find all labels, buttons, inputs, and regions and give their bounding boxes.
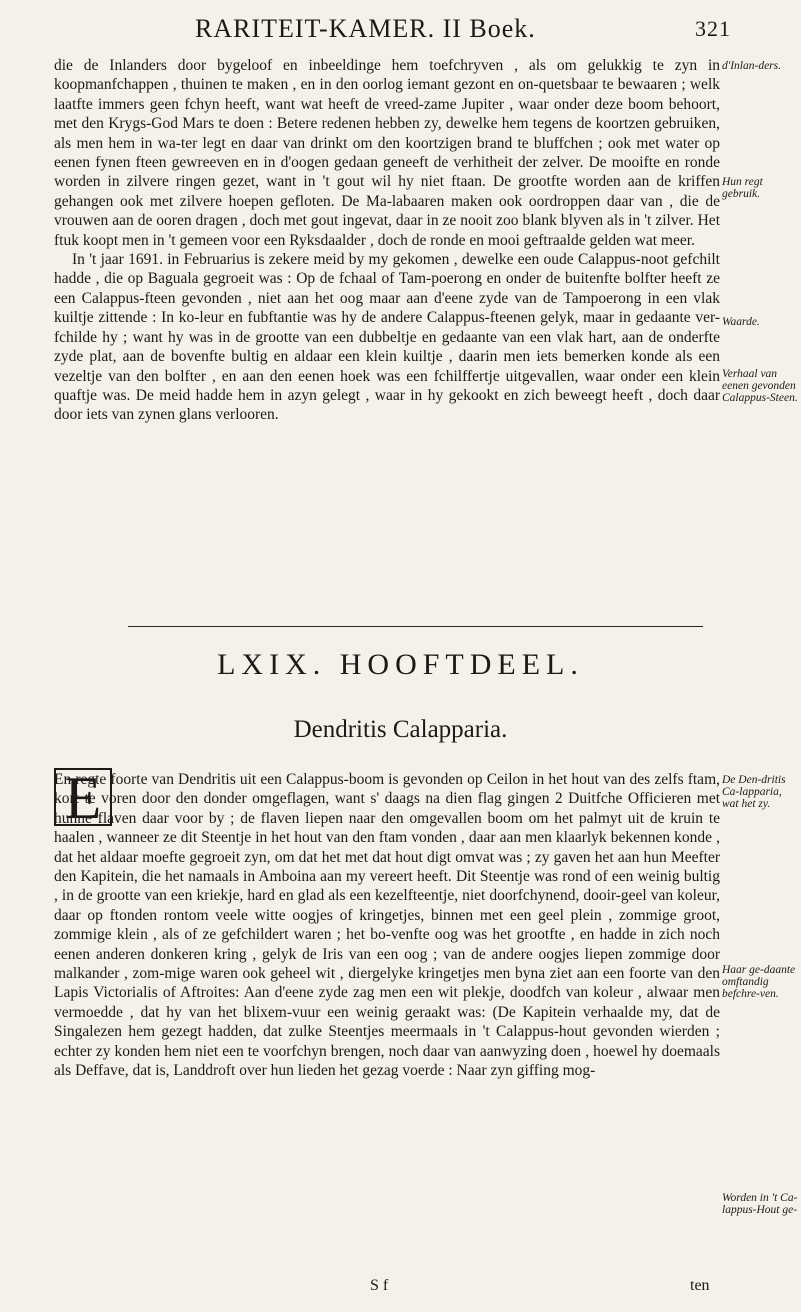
lower-text-block (54, 770, 720, 1081)
section-divider (128, 626, 703, 627)
margin-note: d'Inlan-ders. (722, 60, 781, 72)
paragraph: In 't jaar 1691. in Februarius is zekere meid by my gekomen , dewelke een oude Calappus-noot gefchilt hadde , die op Baguala gegroeit was : Op de fchaal of Tam-poerong en onder de buitenfte bolfter heeft ze een Calappus-fteen gevonden , niet aan het oog maar aan d'eene zyde van de Tampoerong in een vlak kuiltje zittende : In ko-leur en fubftantie was hy de andere Calappus-fteenen gelyk, maar in gedaante ver-fchilde hy ; want hy was in de grootte van een dubbeltje en gedaante van een vlak hart, aan de onderfte zyde plat, aan de bovenfte bultig en aldaar een klein kuiltje , daarin men iets bemerken konde als een vezeltje van den bolfter , en aan den eenen hoek was een fchilffertje uitgevallen, waar onder een klein quaftje was. De meid hadde hem in azyn gelegt , waar in hy gekookt en zich beweegt heeft , doch daar door iets van zynen glans verlooren. (54, 251, 720, 424)
running-title: RARITEIT-KAMER. II Boek. (195, 14, 536, 43)
paragraph: die de Inlanders door bygeloof en inbeeldinge hem toefchryven , als om gelukkig te zyn in koopmanfchappen , thuinen te maken , en in den oorlog iemant gezont en on-quetsbaar te bewaaren ; welk laatfte immers geen fchyn heeft, want wat heeft de vreed-zame Jupiter , waar onder deze boom behoort, met den Krygs-God Mars te doen : Betere redenen hebben zy, dewelke hem tegens de koortzen gebruiken, als men hem in wa-ter legt en daar van drinkt om den koortzigen brand te bluffchen ; ook met water op eenen fynen fteen gewreeven en in d'oogen gedaan geneeft de verhitheit der zelver. De mooifte en ronde worden in zilvere ringen gezet, want in 't gout wil hy niet ftaan. De grootfte worden aan de kriffen gehangen ook met zilvere hoepen gefloten. De Ma-labaaren maken ook oordroppen daar van , die de vrouwen aan de ooren dragen , doch met gout ingevat, daar in ze nooit zoo blank blyven als in 't zilver. Het ftuk koopt men in 't gemeen voor een Ryksdaalder , doch de ronde en mooi geftraalde gelden wat meer. (54, 57, 720, 249)
upper-text-block (54, 56, 720, 425)
margin-note: Hun regt gebruik. (722, 176, 763, 200)
paragraph: En regte foorte van Dendritis uit een Calappus-boom is gevonden op Ceilon in het hout van des zelfs ftam, kort te voren door den donder omgeflagen, want s' daags na dien flag gingen 2 Duitfche Officieren met hunne flaven daar voor by ; de flaven liepen naar den omgevallen boom om het palmyt uit de kruin te haalen , wanneer ze dit Steentje in het hout van den ftam vonden , daar aan men klaarlyk bekennen konde , dat het aldaar moefte gegroeit zyn, om dat het met dat hout digt omvat was ; zy gaven het aan hun Meefter den Kapitein, die het namaals in Amboina aan my vereert heeft. Dit Steentje was rond of een weinig bultig , in de grootte van een kriekje, hard en glad als een kezelfteentje, niet doorfchynend, dooir-geel van koleur, daar op ftonden rontom veele witte oogjes of kringetjes, binnen met een geel plein , zommige groot, zommige klein , als of ze gefchildert waren ; het bo-venfte oog was het grootfte , en hadde in zich noch eenen anderen donkeren kring , gelyk de Iris van een oog ; van de andere oogjes liepen zommige door malkander , zom-mige waren ook geheel wit , diergelyke kringetjes men byna ziet aan een foorte van den Lapis Victorialis of Aftroites: Aan d'eene zyde zag men een wit plekje, doodfch van koleur , alwaar men vermoedde , dat hy van het blixem-vuur een weinig geraakt was: (De Kapitein verhaalde my, dat de Singalezen hem gezegt hadden, dat zulke Steentjes meermaals in 't Calappus-hout gevonden wierden ; echter zy konden hem niet een te voorfchyn brengen, noch daar van aanwyzing doen , hoewel hy doemaals als Deffave, dat is, Landdroft over hun lieden het gezag voerde : Naar zyn giffing mog- (54, 771, 720, 1080)
chapter-heading: LXIX. HOOFTDEEL. (217, 648, 584, 681)
margin-note: Verhaal van eenen gevonden Calappus-Steen. (722, 368, 798, 404)
margin-note: Worden in 't Ca-lappus-Hout ge- (722, 1192, 798, 1216)
margin-note: Waarde. (722, 316, 760, 328)
chapter-subtitle: Dendritis Calapparia. (293, 716, 508, 743)
running-head (195, 14, 731, 44)
margin-note: De Den-dritis Ca-lapparia, wat het zy. (722, 774, 786, 810)
signature-mark: S f (370, 1277, 389, 1294)
drop-cap: E (54, 768, 112, 826)
page-number: 321 (695, 16, 731, 41)
margin-note: Haar ge-daante omftandig befchre-ven. (722, 964, 796, 1000)
catchword: ten (690, 1277, 710, 1294)
